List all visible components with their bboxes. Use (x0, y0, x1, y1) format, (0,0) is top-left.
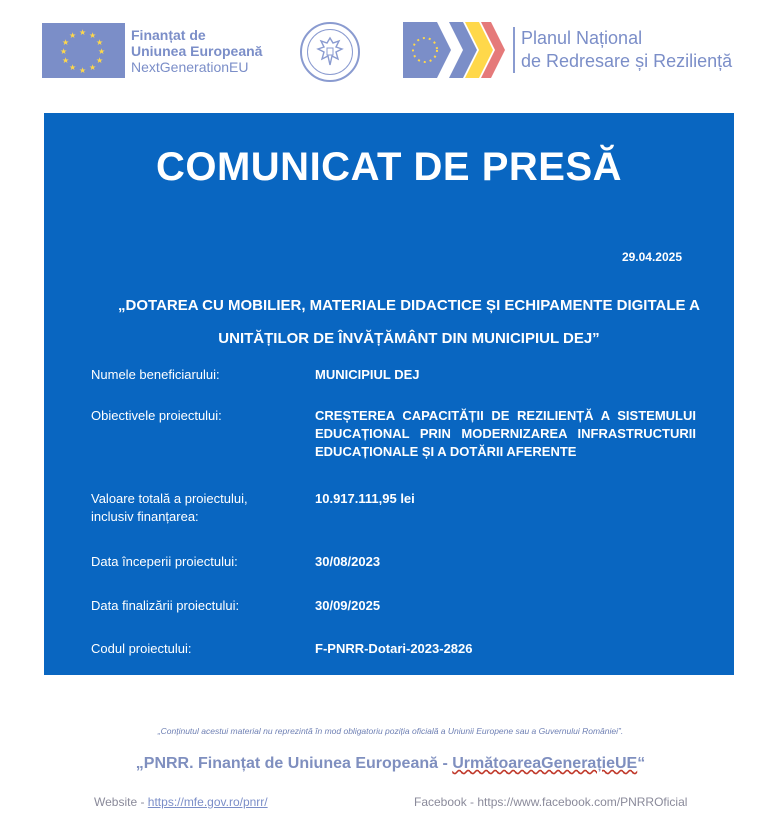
eu-line-1: Finanțat de (131, 26, 206, 43)
eagle-icon (315, 35, 345, 69)
row-value: 30/09/2025 (315, 598, 381, 613)
disclaimer: „Conținutul acestui material nu reprezintă în mod obligatoriu poziția oficială a Uniunii Europene sau a Guvernului României”. (157, 726, 624, 736)
website-link[interactable]: https://mfe.gov.ro/pnrr/ (147, 795, 268, 809)
row-label: Data finalizării proiectului: (91, 598, 240, 613)
website-line (94, 795, 268, 809)
facebook-line[interactable]: Facebook - https://www.facebook.com/PNRROficial (414, 795, 688, 809)
pnrr-arrows-icon (403, 22, 505, 78)
subject-line-1: „DOTAREA CU MOBILIER, MATERIALE DIDACTICE ȘI ECHIPAMENTE DIGITALE A (118, 297, 700, 314)
slogan-link: UrmătoareaGenerațieUE (452, 755, 638, 772)
row-label: Codul proiectului: (91, 641, 192, 656)
row-value: MUNICIPIUL DEJ (315, 367, 420, 382)
row-label: Obiectivele proiectului: (91, 408, 222, 423)
eu-funding-text (131, 27, 262, 75)
press-release-panel (44, 113, 734, 675)
row-value: 30/08/2023 (315, 554, 381, 569)
eu-flag-icon: ★ ★ ★ ★ ★ ★ ★ ★ ★ ★ ★ ★ (42, 23, 125, 78)
eu-line-3: NextGenerationEU (131, 58, 249, 75)
row-value: CREȘTEREA CAPACITĂȚII DE REZILIENȚĂ A SISTEMULUI EDUCAȚIONAL PRIN MODERNIZAREA INFRASTRUCTURII EDUCAȚIONALE ȘI A DOTĂRII AFERENTE (315, 408, 696, 459)
release-date: 29.04.2025 (621, 250, 682, 264)
slogan (0, 755, 781, 773)
row-label: Data începerii proiectului: (91, 554, 238, 569)
pnrr-text (513, 27, 732, 73)
row-value: F-PNRR-Dotari-2023-2826 (315, 641, 473, 656)
government-seal-icon (300, 22, 360, 82)
website-label: Website - (94, 795, 148, 809)
pnrr-logo (403, 22, 732, 78)
eu-funding-logo (42, 23, 262, 78)
page-title: COMUNICAT DE PRESĂ (155, 145, 623, 189)
pnrr-line-2: de Redresare și Reziliență (521, 51, 733, 71)
row-label: Numele beneficiarului: (91, 367, 220, 382)
eu-line-2: Uniunea Europeană (131, 42, 263, 59)
row-label: Valoare totală a proiectului, inclusiv finanțarea: (91, 491, 248, 524)
slogan-prefix: „PNRR. Finanțat de Uniunea Europeană - (135, 755, 453, 772)
pnrr-line-1: Planul Național (521, 28, 643, 48)
slogan-suffix: “ (637, 755, 646, 772)
row-value: 10.917.111,95 lei (315, 491, 415, 506)
subject-line-2: UNITĂȚILOR DE ÎNVĂȚĂMÂNT DIN MUNICIPIUL DEJ” (218, 330, 600, 347)
project-subject (84, 289, 734, 355)
